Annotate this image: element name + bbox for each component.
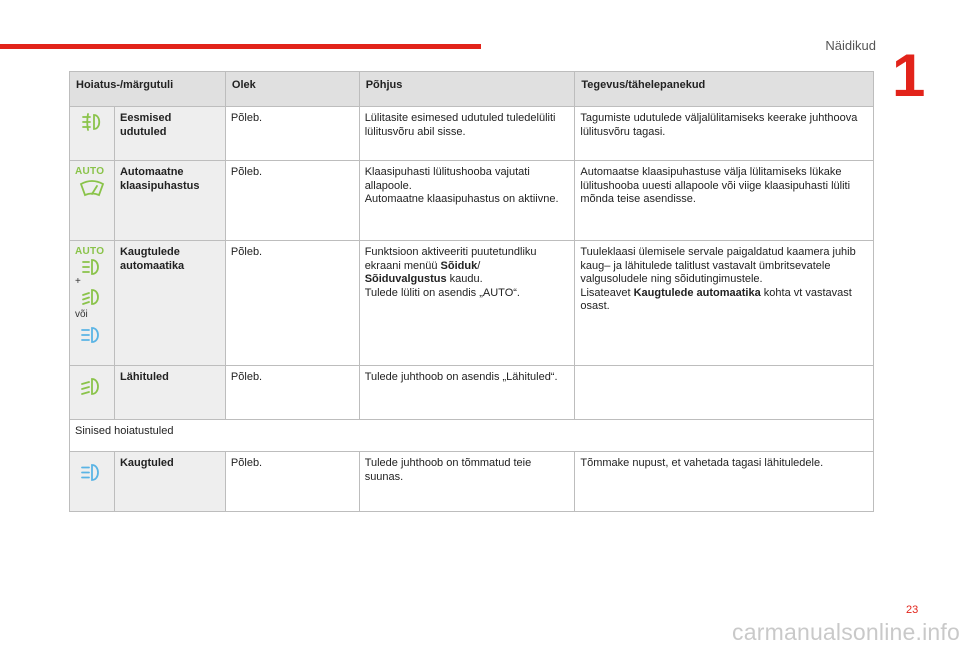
auto-label: AUTO — [75, 246, 105, 257]
indicator-cause: Lülitasite esimesed udutuled tuledelüliti lülitusvõru abil sisse. — [359, 107, 575, 161]
cause-text: Funktsioon aktiveeriti puutetundliku ekraani menüü — [364, 246, 537, 272]
action-text: Tuuleklaasi ülemisele servale paigaldatud kaamera juhib kaug– ja lähitulede talitlust vastavalt ümbritsevatele valgusoludele ning sõidutingimustele. — [580, 246, 856, 285]
section-title: Näidikud — [825, 38, 876, 53]
watermark: carmanualsonline.info — [732, 619, 960, 645]
column-header: Hoiatus-/märgutuli — [70, 72, 226, 107]
action-text: Lisateavet — [580, 286, 634, 299]
indicator-state: Põleb. — [225, 241, 359, 366]
indicator-state: Põleb. — [225, 161, 359, 241]
menu-separator: / — [477, 259, 481, 272]
group-row — [70, 420, 874, 452]
indicator-name: Kaugtulede automaatika — [114, 241, 225, 366]
icon-cell — [70, 452, 115, 512]
indicator-name: Automaatne klaasipuhastus — [114, 161, 225, 241]
indicator-state: Põleb. — [225, 452, 359, 512]
high-beam-icon — [80, 463, 104, 483]
indicator-action: Automaatse klaasipuhastuse välja lülitamiseks lükake lülitushooba uuesti allapoole või viige klaasipuhasti lüliti mõnda teise asendisse. — [575, 161, 874, 241]
page-number: 23 — [906, 604, 919, 616]
cause-text: kaudu. — [446, 273, 483, 285]
indicator-action: Tõmmake nupust, et vahetada tagasi lähituledele. — [575, 452, 874, 512]
indicator-cause: Tulede juhthoob on asendis „Lähituled“. — [359, 366, 575, 420]
table-row — [70, 452, 874, 512]
table-row — [70, 366, 874, 420]
indicator-name: Lähituled — [114, 366, 225, 420]
indicator-state: Põleb. — [225, 107, 359, 161]
action-text: kohta vt vastavast osast. — [580, 286, 852, 312]
indicator-action — [575, 366, 874, 420]
cause-text: Tulede lüliti on asendis „AUTO“. — [364, 286, 520, 299]
or-label: või — [75, 309, 88, 320]
icon-cell — [70, 161, 115, 241]
icon-cell — [70, 366, 115, 420]
group-label: Sinised hoiatustuled — [70, 420, 874, 452]
indicator-cause: Tulede juhthoob on tõmmatud teie suunas. — [359, 452, 575, 512]
indicator-cause — [359, 241, 575, 366]
indicator-table — [69, 71, 874, 512]
indicator-action: Tagumiste udutulede väljalülitamiseks keerake juhthoova lülitusvõru tagasi. — [575, 107, 874, 161]
auto-label: AUTO — [75, 166, 105, 177]
front-fog-lamp-icon — [80, 112, 104, 132]
low-beam-icon — [80, 377, 104, 397]
cause-line: Klaasipuhasti lülitushooba vajutati allapoole. — [364, 166, 530, 192]
menu-name: Sõiduk — [440, 259, 478, 272]
indicator-state: Põleb. — [225, 366, 359, 420]
indicator-name: Eesmised udutuled — [114, 107, 225, 161]
reference-section: Kaugtulede automaatika — [633, 286, 761, 299]
menu-item-name: Sõiduvalgustus — [364, 273, 447, 285]
high-beam-blue-icon — [80, 326, 104, 344]
table-row — [70, 107, 874, 161]
chapter-number: 1 — [892, 42, 926, 109]
high-beam-icon — [81, 258, 103, 276]
plus-sign: + — [75, 276, 81, 287]
auto-wiper-icon — [79, 178, 105, 200]
cause-line: Automaatne klaasipuhastus on aktiivne. — [364, 193, 559, 205]
low-beam-icon — [81, 288, 103, 306]
table-header-row — [70, 72, 874, 107]
icon-cell — [70, 107, 115, 161]
column-header: Põhjus — [359, 72, 575, 107]
table-row — [70, 161, 874, 241]
header-accent-bar — [0, 44, 481, 49]
icon-cell — [70, 241, 115, 366]
column-header: Tegevus/tähelepanekud — [575, 72, 874, 107]
indicator-name: Kaugtuled — [114, 452, 225, 512]
column-header: Olek — [225, 72, 359, 107]
indicator-cause — [359, 161, 575, 241]
indicator-action — [575, 241, 874, 366]
table-row — [70, 241, 874, 366]
